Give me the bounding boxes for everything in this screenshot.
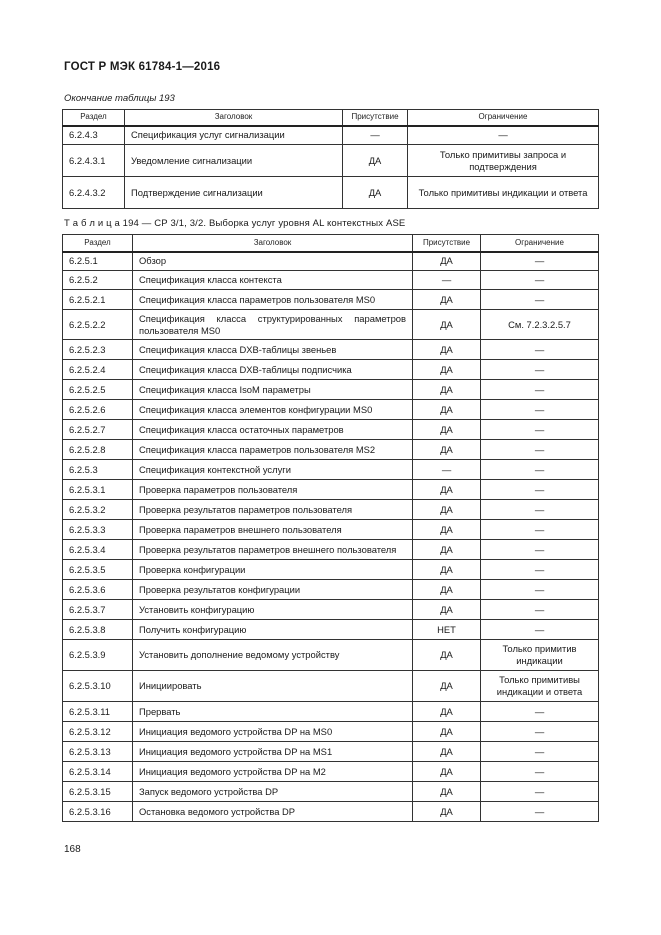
cell-restriction: — bbox=[481, 600, 599, 620]
cell-restriction: — bbox=[481, 620, 599, 640]
table-193 bbox=[62, 109, 599, 209]
table-row bbox=[63, 460, 599, 480]
cell-section: 6.2.5.3.5 bbox=[63, 560, 133, 580]
cell-presence: ДА bbox=[413, 440, 481, 460]
table-row bbox=[63, 702, 599, 722]
cell-section: 6.2.5.3.13 bbox=[63, 742, 133, 762]
table-row bbox=[63, 540, 599, 560]
cell-title: Спецификация класса контекста bbox=[133, 271, 413, 290]
cell-section: 6.2.5.3.4 bbox=[63, 540, 133, 560]
cell-section: 6.2.5.3.9 bbox=[63, 640, 133, 671]
table-194 bbox=[62, 234, 599, 822]
table-row bbox=[63, 310, 599, 340]
cell-title: Спецификация класса остаточных параметров bbox=[133, 420, 413, 440]
cell-section: 6.2.5.3.10 bbox=[63, 671, 133, 702]
cell-presence: ДА bbox=[343, 177, 408, 209]
cell-restriction: — bbox=[481, 500, 599, 520]
cell-title: Спецификация класса параметров пользователя MS2 bbox=[133, 440, 413, 460]
cell-section: 6.2.5.3 bbox=[63, 460, 133, 480]
cell-section: 6.2.5.2.3 bbox=[63, 340, 133, 360]
cell-title: Проверка результатов конфигурации bbox=[133, 580, 413, 600]
cell-title: Спецификация класса параметров пользователя MS0 bbox=[133, 290, 413, 310]
table-row bbox=[63, 640, 599, 671]
column-header-presence: Присутствие bbox=[413, 235, 481, 252]
table-row bbox=[63, 520, 599, 540]
cell-presence: ДА bbox=[413, 671, 481, 702]
table-row bbox=[63, 600, 599, 620]
cell-restriction: — bbox=[481, 271, 599, 290]
cell-restriction: — bbox=[481, 560, 599, 580]
cell-restriction: — bbox=[481, 802, 599, 822]
cell-restriction: — bbox=[481, 540, 599, 560]
table-row bbox=[63, 440, 599, 460]
cell-title: Спецификация класса элементов конфигурации MS0 bbox=[133, 400, 413, 420]
cell-presence: ДА bbox=[413, 540, 481, 560]
cell-presence: ДА bbox=[413, 420, 481, 440]
table-row bbox=[63, 671, 599, 702]
cell-title: Инициация ведомого устройства DP на M2 bbox=[133, 762, 413, 782]
cell-title: Спецификация класса DXB-таблицы подписчика bbox=[133, 360, 413, 380]
cell-restriction: — bbox=[481, 420, 599, 440]
cell-section: 6.2.5.2.5 bbox=[63, 380, 133, 400]
table-row bbox=[63, 400, 599, 420]
cell-restriction: — bbox=[481, 580, 599, 600]
cell-restriction: — bbox=[481, 400, 599, 420]
cell-section: 6.2.5.3.11 bbox=[63, 702, 133, 722]
cell-restriction: Только примитив индикации bbox=[481, 640, 599, 671]
cell-restriction: — bbox=[481, 702, 599, 722]
cell-presence: — bbox=[413, 271, 481, 290]
cell-presence: ДА bbox=[413, 360, 481, 380]
cell-section: 6.2.5.2.6 bbox=[63, 400, 133, 420]
table-row bbox=[63, 252, 599, 271]
cell-title: Спецификация класса DXB-таблицы звеньев bbox=[133, 340, 413, 360]
cell-restriction: — bbox=[481, 252, 599, 271]
cell-presence: — bbox=[413, 460, 481, 480]
table-row bbox=[63, 290, 599, 310]
cell-presence: ДА bbox=[413, 640, 481, 671]
table-row bbox=[63, 782, 599, 802]
table-row bbox=[63, 420, 599, 440]
column-header-section: Раздел bbox=[63, 110, 125, 126]
table-194-caption: Т а б л и ц а 194 — СР 3/1, 3/2. Выборка услуг уровня AL контекстных ASE bbox=[64, 218, 406, 229]
column-header-restriction: Ограничение bbox=[481, 235, 599, 252]
cell-title: Инициировать bbox=[133, 671, 413, 702]
cell-presence: ДА bbox=[413, 560, 481, 580]
cell-presence: ДА bbox=[413, 722, 481, 742]
cell-title: Установить дополнение ведомому устройству bbox=[133, 640, 413, 671]
cell-restriction: — bbox=[481, 782, 599, 802]
cell-section: 6.2.4.3 bbox=[63, 126, 125, 145]
cell-section: 6.2.5.3.8 bbox=[63, 620, 133, 640]
table-row bbox=[63, 126, 599, 145]
cell-restriction: Только примитивы индикации и ответа bbox=[408, 177, 599, 209]
cell-title: Обзор bbox=[133, 252, 413, 271]
cell-restriction: — bbox=[481, 340, 599, 360]
cell-section: 6.2.4.3.1 bbox=[63, 145, 125, 177]
cell-title: Инициация ведомого устройства DP на MS1 bbox=[133, 742, 413, 762]
cell-presence: ДА bbox=[413, 742, 481, 762]
cell-title: Спецификация класса IsoM параметры bbox=[133, 380, 413, 400]
table-row bbox=[63, 580, 599, 600]
cell-restriction: — bbox=[481, 440, 599, 460]
column-header-title: Заголовок bbox=[133, 235, 413, 252]
cell-title: Остановка ведомого устройства DP bbox=[133, 802, 413, 822]
cell-section: 6.2.5.3.14 bbox=[63, 762, 133, 782]
column-header-title: Заголовок bbox=[125, 110, 343, 126]
cell-presence: ДА bbox=[413, 580, 481, 600]
cell-restriction: — bbox=[481, 480, 599, 500]
cell-restriction: — bbox=[481, 360, 599, 380]
table-row bbox=[63, 380, 599, 400]
cell-presence: — bbox=[343, 126, 408, 145]
cell-presence: ДА bbox=[413, 520, 481, 540]
cell-presence: ДА bbox=[413, 310, 481, 340]
cell-title: Прервать bbox=[133, 702, 413, 722]
cell-title: Спецификация класса структурированных параметров пользователя MS0 bbox=[133, 310, 413, 340]
cell-section: 6.2.5.3.6 bbox=[63, 580, 133, 600]
cell-restriction: — bbox=[481, 742, 599, 762]
cell-title: Инициация ведомого устройства DP на MS0 bbox=[133, 722, 413, 742]
cell-presence: ДА bbox=[413, 802, 481, 822]
cell-title: Подтверждение сигнализации bbox=[125, 177, 343, 209]
table-header-row bbox=[63, 235, 599, 252]
column-header-section: Раздел bbox=[63, 235, 133, 252]
cell-title: Проверка параметров внешнего пользователя bbox=[133, 520, 413, 540]
cell-title: Проверка параметров пользователя bbox=[133, 480, 413, 500]
table-row bbox=[63, 560, 599, 580]
cell-presence: ДА bbox=[413, 762, 481, 782]
cell-section: 6.2.5.3.1 bbox=[63, 480, 133, 500]
column-header-restriction: Ограничение bbox=[408, 110, 599, 126]
cell-restriction: — bbox=[481, 290, 599, 310]
cell-section: 6.2.5.3.7 bbox=[63, 600, 133, 620]
table-row bbox=[63, 742, 599, 762]
cell-section: 6.2.5.2.1 bbox=[63, 290, 133, 310]
cell-section: 6.2.5.2.2 bbox=[63, 310, 133, 340]
cell-restriction: Только примитивы запроса и подтверждения bbox=[408, 145, 599, 177]
table-row bbox=[63, 271, 599, 290]
table-193-caption: Окончание таблицы 193 bbox=[64, 93, 175, 104]
table-row bbox=[63, 360, 599, 380]
cell-title: Установить конфигурацию bbox=[133, 600, 413, 620]
page-number: 168 bbox=[64, 844, 81, 855]
cell-restriction: — bbox=[481, 460, 599, 480]
cell-presence: ДА bbox=[413, 500, 481, 520]
cell-section: 6.2.5.2.8 bbox=[63, 440, 133, 460]
cell-restriction: См. 7.2.3.2.5.7 bbox=[481, 310, 599, 340]
cell-presence: ДА bbox=[343, 145, 408, 177]
cell-section: 6.2.5.1 bbox=[63, 252, 133, 271]
cell-presence: ДА bbox=[413, 480, 481, 500]
cell-title: Проверка результатов параметров внешнего пользователя bbox=[133, 540, 413, 560]
cell-title: Получить конфигурацию bbox=[133, 620, 413, 640]
cell-section: 6.2.5.3.12 bbox=[63, 722, 133, 742]
cell-title: Спецификация услуг сигнализации bbox=[125, 126, 343, 145]
cell-presence: ДА bbox=[413, 782, 481, 802]
cell-presence: ДА bbox=[413, 290, 481, 310]
cell-section: 6.2.5.3.2 bbox=[63, 500, 133, 520]
cell-presence: ДА bbox=[413, 340, 481, 360]
cell-title: Уведомление сигнализации bbox=[125, 145, 343, 177]
table-header-row bbox=[63, 110, 599, 126]
table-row bbox=[63, 722, 599, 742]
cell-restriction: — bbox=[481, 380, 599, 400]
table-row bbox=[63, 177, 599, 209]
table-row bbox=[63, 340, 599, 360]
cell-presence: ДА bbox=[413, 400, 481, 420]
table-row bbox=[63, 480, 599, 500]
table-row bbox=[63, 500, 599, 520]
cell-section: 6.2.5.2.4 bbox=[63, 360, 133, 380]
cell-restriction: Только примитивы индикации и ответа bbox=[481, 671, 599, 702]
column-header-presence: Присутствие bbox=[343, 110, 408, 126]
cell-presence: ДА bbox=[413, 252, 481, 271]
cell-section: 6.2.5.2.7 bbox=[63, 420, 133, 440]
table-row bbox=[63, 620, 599, 640]
cell-title: Спецификация контекстной услуги bbox=[133, 460, 413, 480]
cell-restriction: — bbox=[481, 520, 599, 540]
table-row bbox=[63, 145, 599, 177]
cell-presence: ДА bbox=[413, 380, 481, 400]
cell-restriction: — bbox=[481, 762, 599, 782]
cell-title: Проверка конфигурации bbox=[133, 560, 413, 580]
cell-title: Запуск ведомого устройства DP bbox=[133, 782, 413, 802]
table-row bbox=[63, 762, 599, 782]
cell-section: 6.2.4.3.2 bbox=[63, 177, 125, 209]
standard-title: ГОСТ Р МЭК 61784-1—2016 bbox=[64, 61, 221, 73]
cell-restriction: — bbox=[481, 722, 599, 742]
cell-section: 6.2.5.3.16 bbox=[63, 802, 133, 822]
cell-restriction: — bbox=[408, 126, 599, 145]
cell-presence: НЕТ bbox=[413, 620, 481, 640]
cell-section: 6.2.5.3.15 bbox=[63, 782, 133, 802]
table-row bbox=[63, 802, 599, 822]
cell-presence: ДА bbox=[413, 702, 481, 722]
cell-section: 6.2.5.2 bbox=[63, 271, 133, 290]
cell-title: Проверка результатов параметров пользователя bbox=[133, 500, 413, 520]
cell-presence: ДА bbox=[413, 600, 481, 620]
cell-section: 6.2.5.3.3 bbox=[63, 520, 133, 540]
